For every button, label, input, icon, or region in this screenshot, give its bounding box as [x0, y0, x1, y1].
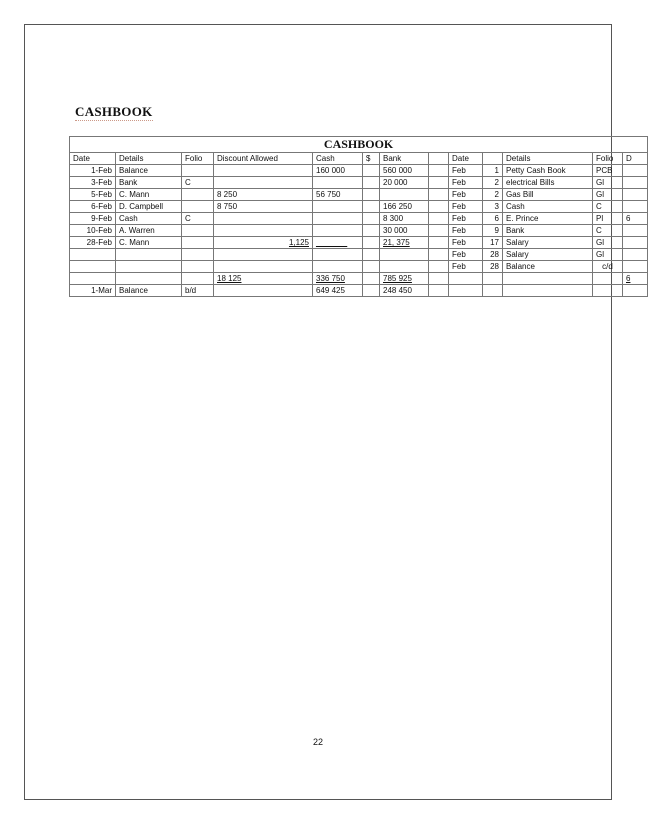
cell-blank [429, 285, 449, 297]
cell-day: 28 [483, 249, 503, 261]
table-row [70, 225, 648, 237]
cell-blank [429, 201, 449, 213]
cell-dollar [363, 177, 380, 189]
cell-folio: C [182, 213, 214, 225]
table-row [70, 177, 648, 189]
cell-folio [182, 237, 214, 249]
cell-date-right: Feb [449, 261, 483, 273]
header-blank [429, 153, 449, 165]
cell-day: 17 [483, 237, 503, 249]
document-heading: CASHBOOK [75, 104, 153, 119]
cell-folio-right: c/d [593, 261, 623, 273]
cell-details-right: E. Prince [503, 213, 593, 225]
cell-dollar [363, 273, 380, 285]
cell-dollar [363, 225, 380, 237]
cell-folio-right: C [593, 225, 623, 237]
cell-folio [182, 273, 214, 285]
cell-day: 2 [483, 189, 503, 201]
underlined-amount: 785 925 [383, 274, 412, 283]
cell-day: 9 [483, 225, 503, 237]
cell-blank [429, 189, 449, 201]
cell-discount-allowed [214, 249, 313, 261]
header-day [483, 153, 503, 165]
cell-d [623, 273, 648, 285]
cell-day [483, 273, 503, 285]
table-row [70, 273, 648, 285]
cell-d [623, 177, 648, 189]
cell-d [623, 201, 648, 213]
cell-details: Bank [116, 177, 182, 189]
underlined-amount: 336 750 [316, 274, 345, 283]
cell-date: 1-Feb [70, 165, 116, 177]
cell-details-right: Gas Bill [503, 189, 593, 201]
table-row [70, 189, 648, 201]
cell-cash [313, 201, 363, 213]
cell-folio [182, 261, 214, 273]
cell-dollar [363, 189, 380, 201]
cell-folio-right: Gl [593, 249, 623, 261]
cell-details-right: Cash [503, 201, 593, 213]
cell-discount-allowed [214, 273, 313, 285]
cell-date: 1-Mar [70, 285, 116, 297]
cell-discount-allowed [214, 237, 313, 249]
cell-date: 6-Feb [70, 201, 116, 213]
table-row [70, 237, 648, 249]
table-row [70, 165, 648, 177]
cell-blank [429, 225, 449, 237]
cell-dollar [363, 165, 380, 177]
cell-blank [429, 213, 449, 225]
cell-discount-allowed [214, 177, 313, 189]
cell-details: Balance [116, 165, 182, 177]
cell-blank [429, 249, 449, 261]
cell-details: C. Mann [116, 237, 182, 249]
cell-folio-right [593, 285, 623, 297]
cell-dollar [363, 249, 380, 261]
cell-dollar [363, 285, 380, 297]
cell-date: 10-Feb [70, 225, 116, 237]
cell-folio [182, 225, 214, 237]
cell-date-right: Feb [449, 237, 483, 249]
cell-folio-right: C [593, 201, 623, 213]
cell-cash [313, 273, 363, 285]
cell-cash [313, 261, 363, 273]
cell-bank [380, 189, 429, 201]
cell-cash [313, 237, 363, 249]
cell-folio-right: Gl [593, 189, 623, 201]
cell-d [623, 249, 648, 261]
cell-date: 28-Feb [70, 237, 116, 249]
cell-date-right: Feb [449, 213, 483, 225]
cell-details-right: Petty Cash Book [503, 165, 593, 177]
cell-date: 9-Feb [70, 213, 116, 225]
cell-date: 3-Feb [70, 177, 116, 189]
header-d: D [623, 153, 648, 165]
header-details: Details [116, 153, 182, 165]
cell-date-right: Feb [449, 165, 483, 177]
cell-folio [182, 201, 214, 213]
cell-discount-allowed: 8 250 [214, 189, 313, 201]
cell-discount-allowed [214, 261, 313, 273]
cell-dollar [363, 261, 380, 273]
cell-folio [182, 165, 214, 177]
header-date-right: Date [449, 153, 483, 165]
cell-bank: 8 300 [380, 213, 429, 225]
cell-details [116, 261, 182, 273]
cell-details-right: Salary [503, 237, 593, 249]
cell-day: 1 [483, 165, 503, 177]
cell-date-right: Feb [449, 201, 483, 213]
cell-d [623, 189, 648, 201]
cell-day [483, 285, 503, 297]
cell-date-right: Feb [449, 177, 483, 189]
table-title-row [70, 137, 648, 153]
cell-details [116, 249, 182, 261]
cell-date [70, 273, 116, 285]
cell-d [623, 285, 648, 297]
table-row [70, 285, 648, 297]
header-dollar: $ [363, 153, 380, 165]
cashbook-table-container [69, 136, 632, 368]
underlined-amount: 18 125 [217, 274, 242, 283]
cell-folio-right: Pl [593, 213, 623, 225]
cell-date [70, 261, 116, 273]
cell-folio-right: Gl [593, 237, 623, 249]
cell-blank [429, 237, 449, 249]
cell-cash [313, 177, 363, 189]
cell-bank: 20 000 [380, 177, 429, 189]
cell-bank: 248 450 [380, 285, 429, 297]
cell-date-right [449, 273, 483, 285]
cell-folio-right: PCB [593, 165, 623, 177]
cell-d [623, 225, 648, 237]
cell-folio: b/d [182, 285, 214, 297]
cell-bank [380, 261, 429, 273]
cell-date: 5-Feb [70, 189, 116, 201]
cell-dollar [363, 237, 380, 249]
cell-day: 3 [483, 201, 503, 213]
header-bank: Bank [380, 153, 429, 165]
cell-discount-allowed [214, 165, 313, 177]
page-number: 22 [312, 737, 323, 747]
heading-underline [75, 120, 153, 121]
cell-bank: 560 000 [380, 165, 429, 177]
cell-folio: C [182, 177, 214, 189]
cell-details-right [503, 273, 593, 285]
cell-folio-right [593, 273, 623, 285]
cell-details: Cash [116, 213, 182, 225]
table-row [70, 249, 648, 261]
cell-details: C. Mann [116, 189, 182, 201]
cell-bank: 166 250 [380, 201, 429, 213]
cell-day: 2 [483, 177, 503, 189]
cell-cash [313, 225, 363, 237]
cell-details-right: Salary [503, 249, 593, 261]
cell-cash [313, 249, 363, 261]
cell-folio [182, 249, 214, 261]
table-header-row [70, 153, 648, 165]
table-row [70, 261, 648, 273]
cell-day: 6 [483, 213, 503, 225]
cell-blank [429, 177, 449, 189]
cell-discount-allowed [214, 225, 313, 237]
cell-blank [429, 165, 449, 177]
cell-date-right: Feb [449, 249, 483, 261]
cell-details-right [503, 285, 593, 297]
cell-details: D. Campbell [116, 201, 182, 213]
document-page [24, 24, 632, 800]
cell-bank [380, 273, 429, 285]
cell-d [623, 165, 648, 177]
table-title: CASHBOOK [70, 137, 648, 153]
cell-cash: 649 425 [313, 285, 363, 297]
cell-cash: 160 000 [313, 165, 363, 177]
underlined-amount: 21, 375 [383, 238, 410, 247]
cell-d [623, 261, 648, 273]
cell-bank: 30 000 [380, 225, 429, 237]
cell-bank [380, 237, 429, 249]
header-folio-right: Folio [593, 153, 623, 165]
cell-dollar [363, 201, 380, 213]
cell-details [116, 273, 182, 285]
table-row [70, 201, 648, 213]
cell-blank [429, 273, 449, 285]
cell-details-right: electrical Bills [503, 177, 593, 189]
underlined-amount: 6 [626, 274, 631, 283]
cell-date [70, 249, 116, 261]
cell-dollar [363, 213, 380, 225]
cell-blank [429, 261, 449, 273]
cell-date-right: Feb [449, 189, 483, 201]
cashbook-table [69, 136, 648, 297]
header-cash: Cash [313, 153, 363, 165]
cell-day: 28 [483, 261, 503, 273]
cell-details-right: Bank [503, 225, 593, 237]
cell-d [623, 237, 648, 249]
cell-discount-allowed: 8 750 [214, 201, 313, 213]
table-row [70, 213, 648, 225]
cell-details-right: Balance [503, 261, 593, 273]
cell-discount-allowed [214, 285, 313, 297]
cell-cash [313, 213, 363, 225]
header-discount-allowed: Discount Allowed [214, 153, 313, 165]
cell-d: 6 [623, 213, 648, 225]
cell-details: Balance [116, 285, 182, 297]
underlined-amount: 1,125 [288, 238, 309, 247]
cell-date-right: Feb [449, 225, 483, 237]
cell-folio [182, 189, 214, 201]
cell-cash: 56 750 [313, 189, 363, 201]
cell-discount-allowed [214, 213, 313, 225]
cell-bank [380, 249, 429, 261]
header-details-right: Details [503, 153, 593, 165]
header-folio: Folio [182, 153, 214, 165]
header-date: Date [70, 153, 116, 165]
cell-date-right [449, 285, 483, 297]
underlined-amount: _______ [316, 238, 348, 247]
cell-details: A. Warren [116, 225, 182, 237]
cell-folio-right: Gl [593, 177, 623, 189]
